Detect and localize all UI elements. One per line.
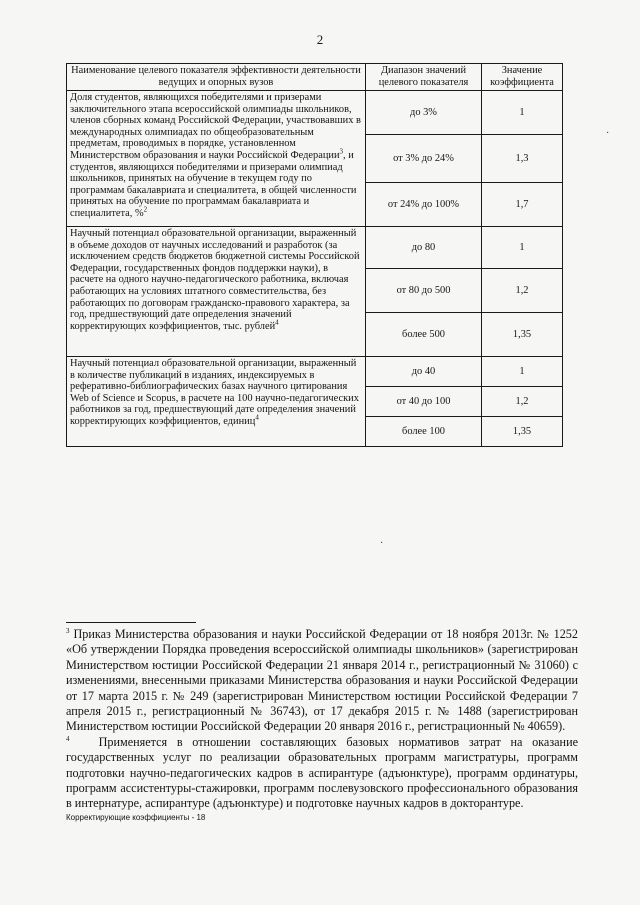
indicator-table (66, 63, 563, 447)
coefficient-cell: 1 (482, 227, 563, 269)
coefficient-cell: 1,35 (482, 313, 563, 357)
range-cell: от 3% до 24% (366, 135, 482, 183)
page-number: 2 (316, 32, 324, 47)
footnote-4: $^4$ Применяется в отношении составляющих базовых нормативов затрат на оказание государственных услуг по реализации образовательных программ магистратуры, программ подготовки научно-педагогических кадров в аспирантуре (адъюнктуре), программ ординатуры, программ ассистентуры-стажировки, программ послевузовского профессионального образования в интернатуре, аспирантуре (адъюнктуре) и подготовке научных кадров в докторантуре. (66, 734, 579, 811)
coefficient-cell: 1,2 (482, 387, 563, 417)
indicator-description: Научный потенциал образовательной организации, выраженный в объеме доходов от научных исследований и разработок (за исключением средств бюджетов бюджетной системы Российской Федерации, государственных фондов поддержки науки), в расчете на одного научно-педагогического работника, включая работающих на условиях штатного совместительства, без работающих по договорам гражданско-правового характера, за год, предшествующий дате определения значений корректирующих коэффициентов, тыс. рублей$^4$ (67, 227, 366, 357)
range-cell: от 40 до 100 (366, 387, 482, 417)
scan-mark: · (606, 128, 610, 139)
coefficient-cell: 1,7 (482, 183, 563, 227)
bottom-note: Корректирующие коэффициенты - 18 (66, 813, 206, 822)
table-row (67, 227, 563, 269)
footnote-3: $^3$ Приказ Министерства образования и науки Российской Федерации от 18 ноября 2013г. № 1252 «Об утверждении Порядка проведения всероссийской олимпиады школьников» (зарегистрирован Министерством юстиции Российской Федерации 21 января 2014 г., регистрационный № 31060) с изменениями, внесенными приказами Министерства образования и науки Российской Федерации от 17 марта 2015 г. № 249 (зарегистрирован Министерством юстиции Российской Федерации 7 апреля 2015 г., регистрационный № 36743), от 17 декабря 2015 г. № 1488 (зарегистрирован Министерством юстиции Российской Федерации 20 января 2016 г., регистрационный № 40659). (66, 626, 578, 734)
header-coefficient: Значение коэффициента (482, 64, 563, 91)
range-cell: от 80 до 500 (366, 269, 482, 313)
footnote-separator (66, 622, 196, 623)
range-cell: до 3% (366, 91, 482, 135)
coefficient-cell: 1,2 (482, 269, 563, 313)
table-header-row (67, 64, 563, 91)
coefficient-cell: 1,3 (482, 135, 563, 183)
footnotes (66, 627, 578, 812)
range-cell: от 24% до 100% (366, 183, 482, 227)
coefficient-cell: 1 (482, 357, 563, 387)
range-cell: более 500 (366, 313, 482, 357)
indicator-description: Доля студентов, являющихся победителями и призерами заключительного этапа всероссийской олимпиады школьников, членов сборных команд Российской Федерации, участвовавших в международных олимпиадах по общеобразовательным предметам, проводимых в порядке, установленном Министерством образования и науки Российской Федерации$^3$, и студентов, являющихся победителями и призерами олимпиад школьников, принятых на обучение в текущем году по программам бакалавриата и специалитета, в общей численности принятых на обучение по программам бакалавриата и специалитета, %$^2$ (67, 91, 366, 227)
range-cell: более 100 (366, 417, 482, 447)
table-row (67, 91, 563, 135)
coefficient-cell: 1,35 (482, 417, 563, 447)
scan-mark: · (380, 538, 384, 549)
range-cell: до 80 (366, 227, 482, 269)
header-indicator-name: Наименование целевого показателя эффективности деятельности ведущих и опорных вузов (67, 64, 366, 91)
indicator-description: Научный потенциал образовательной организации, выраженный в количестве публикаций в изданиях, индексируемых в реферативно-библиографических базах научного цитирования Web of Science и Scopus, в расчете на 100 научно-педагогических работников за год, предшествующий дате определения значений корректирующих коэффициентов, единиц$^4$ (67, 357, 366, 447)
table-row (67, 357, 563, 387)
header-range: Диапазон значений целевого показателя (366, 64, 482, 91)
range-cell: до 40 (366, 357, 482, 387)
coefficient-cell: 1 (482, 91, 563, 135)
